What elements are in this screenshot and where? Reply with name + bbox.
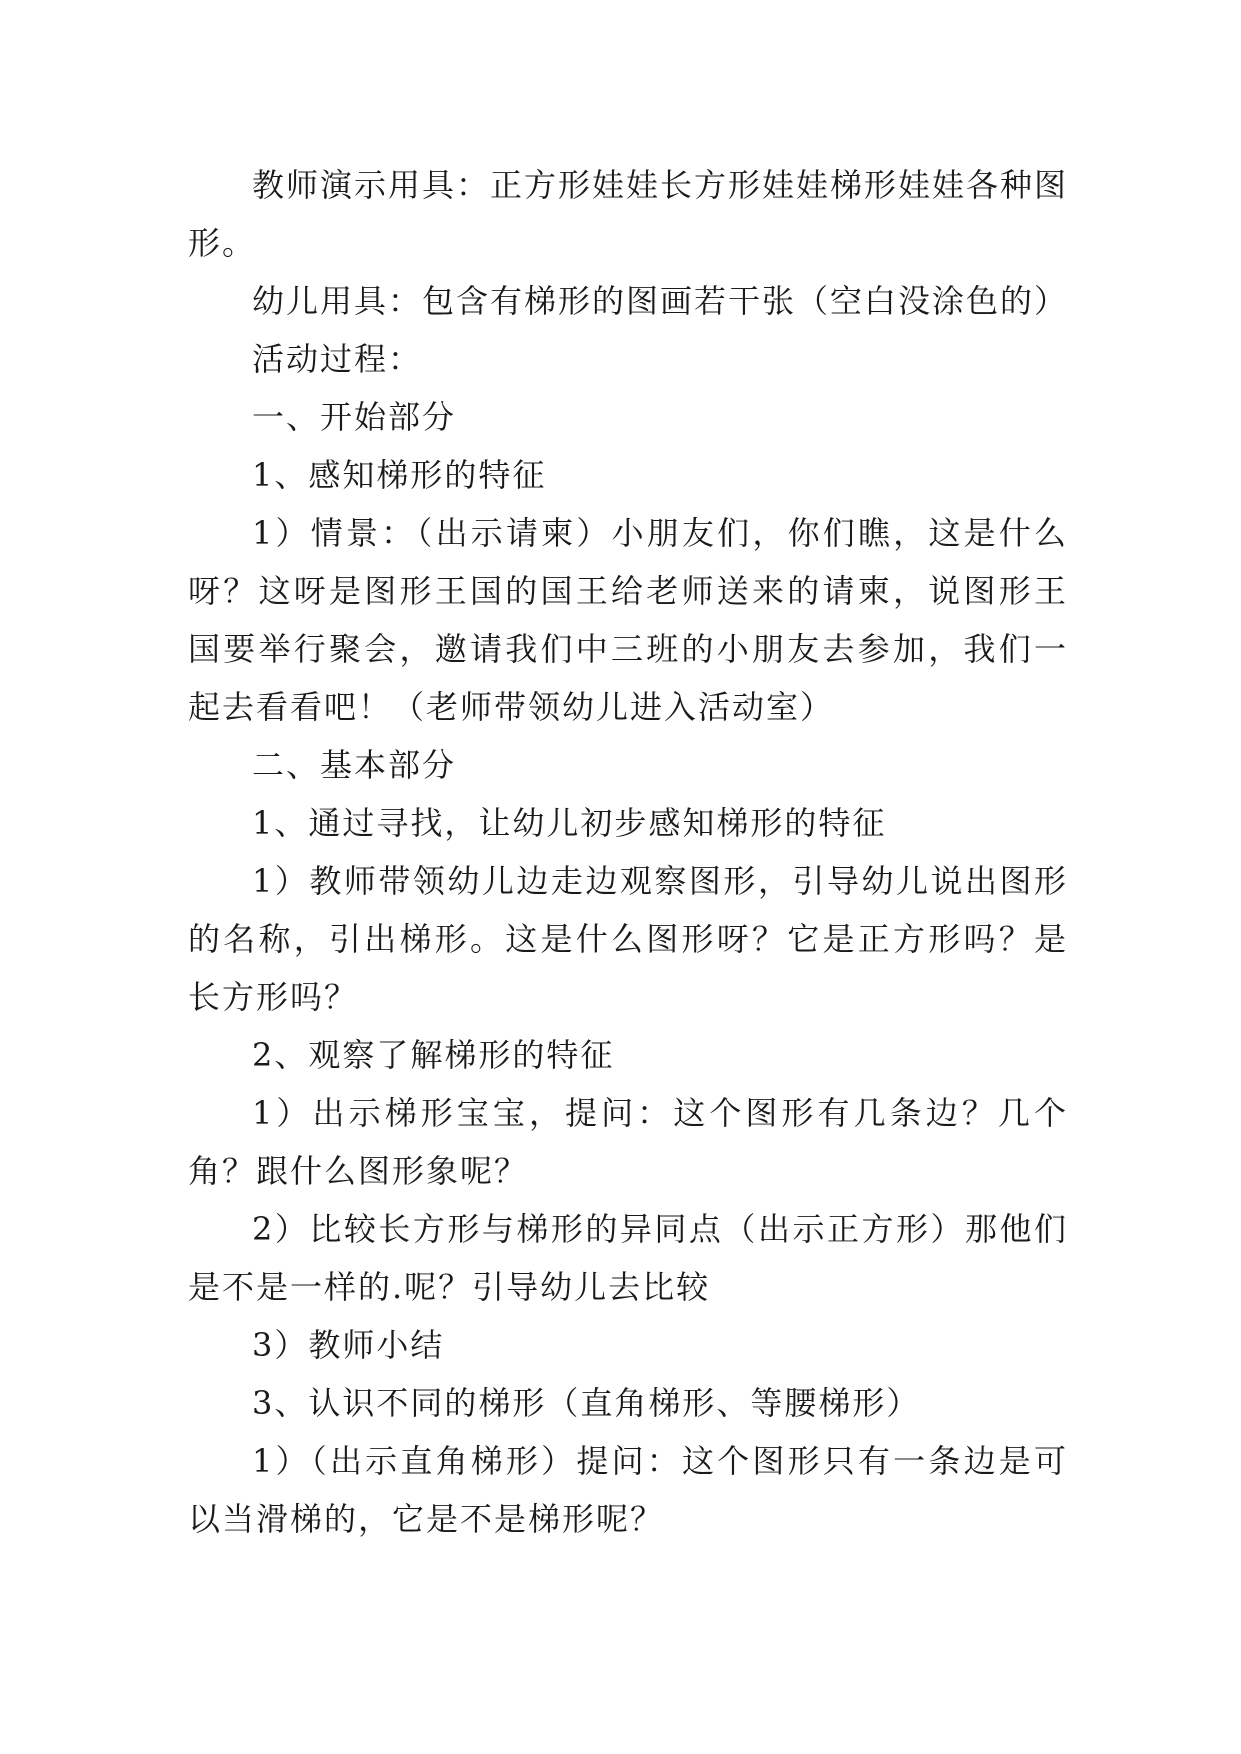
subheading-search: 1、通过寻找，让幼儿初步感知梯形的特征: [252, 804, 887, 842]
paragraph-teacher-materials: 教师演示用具：正方形娃娃长方形娃娃梯形娃娃各种图形。: [188, 166, 1069, 262]
paragraph-activity-process: 活动过程：: [252, 340, 423, 378]
heading-start-section: 一、开始部分: [252, 398, 457, 436]
paragraph-compare: 2）比较长方形与梯形的异同点（出示正方形）那他们是不是一样的.呢？引导幼儿去比较: [188, 1210, 1068, 1306]
paragraph-right-trapezoid: 1）（出示直角梯形）提问：这个图形只有一条边是可以当滑梯的，它是不是梯形呢？: [188, 1442, 1068, 1538]
subheading-perceive-features: 1、感知梯形的特征: [252, 456, 547, 494]
paragraph-child-materials: 幼儿用具：包含有梯形的图画若干张（空白没涂色的）: [252, 282, 1069, 320]
heading-basic-section: 二、基本部分: [252, 746, 457, 784]
paragraph-scenario: 1）情景：（出示请柬）小朋友们，你们瞧，这是什么呀？这呀是图形王国的国王给老师送来的请柬，说图形王国要举行聚会，邀请我们中三班的小朋友去参加，我们一起去看看吧！（老师带领幼儿进入活动室）: [188, 514, 1068, 726]
paragraph-show-trapezoid: 1）出示梯形宝宝，提问：这个图形有几条边？几个角？跟什么图形象呢？: [188, 1094, 1068, 1190]
paragraph-summary: 3）教师小结: [252, 1326, 445, 1364]
paragraph-teacher-lead: 1）教师带领幼儿边走边观察图形，引导幼儿说出图形的名称，引出梯形。这是什么图形呀？它是正方形吗？是长方形吗？: [188, 862, 1068, 1016]
document-body: [188, 156, 1068, 1548]
subheading-observe-features: 2、观察了解梯形的特征: [252, 1036, 615, 1074]
subheading-different-trapezoids: 3、认识不同的梯形（直角梯形、等腰梯形）: [252, 1384, 921, 1422]
